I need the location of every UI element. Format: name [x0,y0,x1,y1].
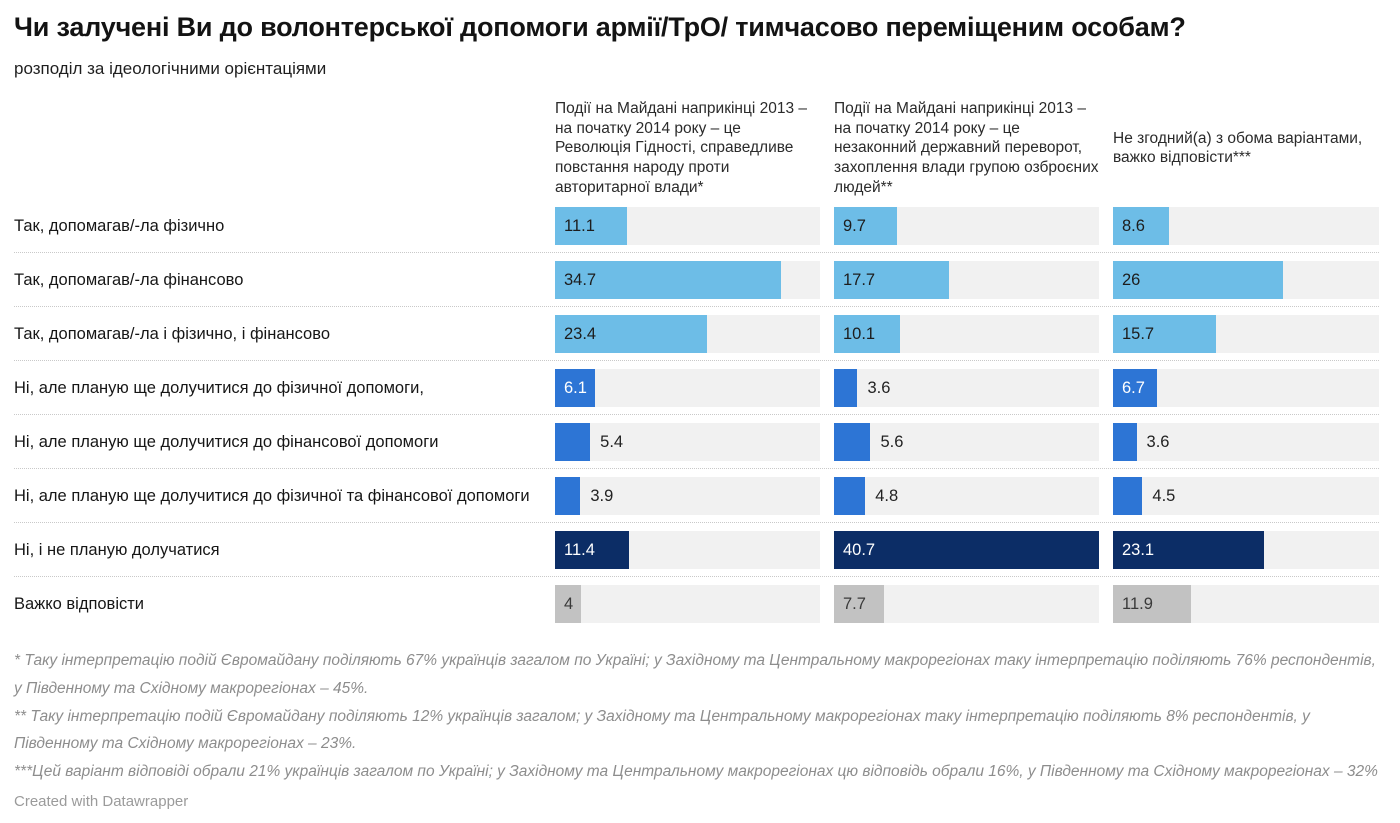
bar-track [1113,477,1379,515]
column-header: Не згодний(а) з обома варіантами, важко відповісти*** [1113,129,1363,167]
bar-fill [834,477,865,515]
row-label: Так, допомагав/-ла фізично [14,216,225,235]
bar-track [555,261,820,299]
column-header: Події на Майдані наприкінці 2013 – на початку 2014 року – це Революція Гідності, справедливе повстання народу проти авторитарної влади* [555,100,808,196]
bar-value-label: 34.7 [564,271,597,290]
bar-track [834,477,1099,515]
chart-subtitle: розподіл за ідеологічними орієнтаціями [14,59,327,78]
bar-track [834,423,1099,461]
bar-value-label: 3.6 [1146,433,1170,452]
bar-value-label: 6.7 [1122,379,1145,398]
bar-fill [834,369,857,407]
bar-value-label: 11.9 [1122,595,1153,614]
bar-value-label: 7.7 [843,595,866,614]
row-separator [14,468,1379,469]
bar-track [834,207,1099,245]
column-header: Події на Майдані наприкінці 2013 – на початку 2014 року – це незаконний державний переворот, захоплення влади групою озброєних людей** [834,100,1099,196]
bar-track [1113,369,1379,407]
row-label: Ні, але планую ще долучитися до фінансової допомоги [14,432,439,451]
bar-value-label: 6.1 [564,379,587,398]
row-separator [14,252,1379,253]
datawrapper-attribution-link[interactable]: Created with Datawrapper [14,793,189,811]
bar-track [834,531,1099,569]
footnotes [14,647,1380,785]
row-separator [14,522,1379,523]
bar-track [555,207,820,245]
bar-value-label: 15.7 [1122,325,1155,344]
row-label: Ні, але планую ще долучитися до фізичної допомоги, [14,378,424,397]
bar-track [555,477,820,515]
bar-value-label: 9.7 [843,217,866,236]
bar-value-label: 11.1 [564,217,595,236]
bar-track [555,531,820,569]
row-separator [14,360,1379,361]
row-label: Ні, і не планую долучатися [14,540,220,559]
bar-value-label: 23.1 [1122,541,1155,560]
footnote-2: ** Таку інтерпретацію подій Євромайдану поділяють 12% українців загалом; у Західному та Центральному макрорегіонах таку інтерпретацію поділяють 8% респондентів, у Південному та Східному макрорегіонах – 23%. [14,707,1310,753]
row-label: Важко відповісти [14,594,145,613]
bar-track [834,369,1099,407]
row-separator [14,576,1379,577]
bar-track [834,585,1099,623]
row-label: Ні, але планую ще долучитися до фізичної та фінансової допомоги [14,486,530,505]
bar-track [1113,585,1379,623]
bar-value-label: 10.1 [843,325,876,344]
bar-value-label: 4.8 [875,487,899,506]
bar-fill [555,477,580,515]
bar-track [555,423,820,461]
bar-value-label: 4 [564,595,574,614]
bar-fill [1113,477,1142,515]
bar-track [555,585,820,623]
bar-track [555,369,820,407]
footnote-1: * Таку інтерпретацію подій Євромайдану поділяють 67% українців загалом по Україні; у Західному та Центральному макрорегіонах таку інтерпретацію поділяють 76% респондентів, у Південному та Східному макрорегіонах – 45%. [14,652,1376,697]
chart-title: Чи залучені Ви до волонтерської допомоги армії/ТрО/ тимчасово переміщеним особам? [14,12,1186,42]
bar-value-label: 3.6 [867,379,891,398]
bar-value-label: 4.5 [1152,487,1176,506]
row-label: Так, допомагав/-ла фінансово [14,270,244,289]
bar-track [555,315,820,353]
bar-track [1113,261,1379,299]
chart-grid [14,99,1380,623]
bar-value-label: 40.7 [843,541,876,560]
bar-value-label: 3.9 [590,487,614,506]
bar-value-label: 8.6 [1122,217,1145,236]
bar-fill [834,423,870,461]
bar-track [834,315,1099,353]
bar-value-label: 23.4 [564,325,597,344]
bar-fill [555,423,590,461]
row-separator [14,306,1379,307]
bar-track [1113,531,1379,569]
row-separator [14,414,1379,415]
bar-value-label: 5.4 [600,433,624,452]
bar-track [1113,315,1379,353]
bar-track [1113,423,1379,461]
bar-fill [1113,423,1137,461]
footnote-3: ***Цей варіант відповіді обрали 21% українців загалом по Україні; у Західному та Центральному макрорегіонах цю відповідь обрали 16%, у Південному та Східному макрорегіонах – 32% [14,762,1378,780]
row-label: Так, допомагав/-ла і фізично, і фінансово [14,324,330,343]
bar-track [834,261,1099,299]
column-header-spacer [14,109,541,197]
bar-track [1113,207,1379,245]
bar-value-label: 26 [1122,271,1141,290]
bar-value-label: 11.4 [564,541,595,560]
bar-value-label: 17.7 [843,271,876,290]
bar-value-label: 5.6 [880,433,904,452]
